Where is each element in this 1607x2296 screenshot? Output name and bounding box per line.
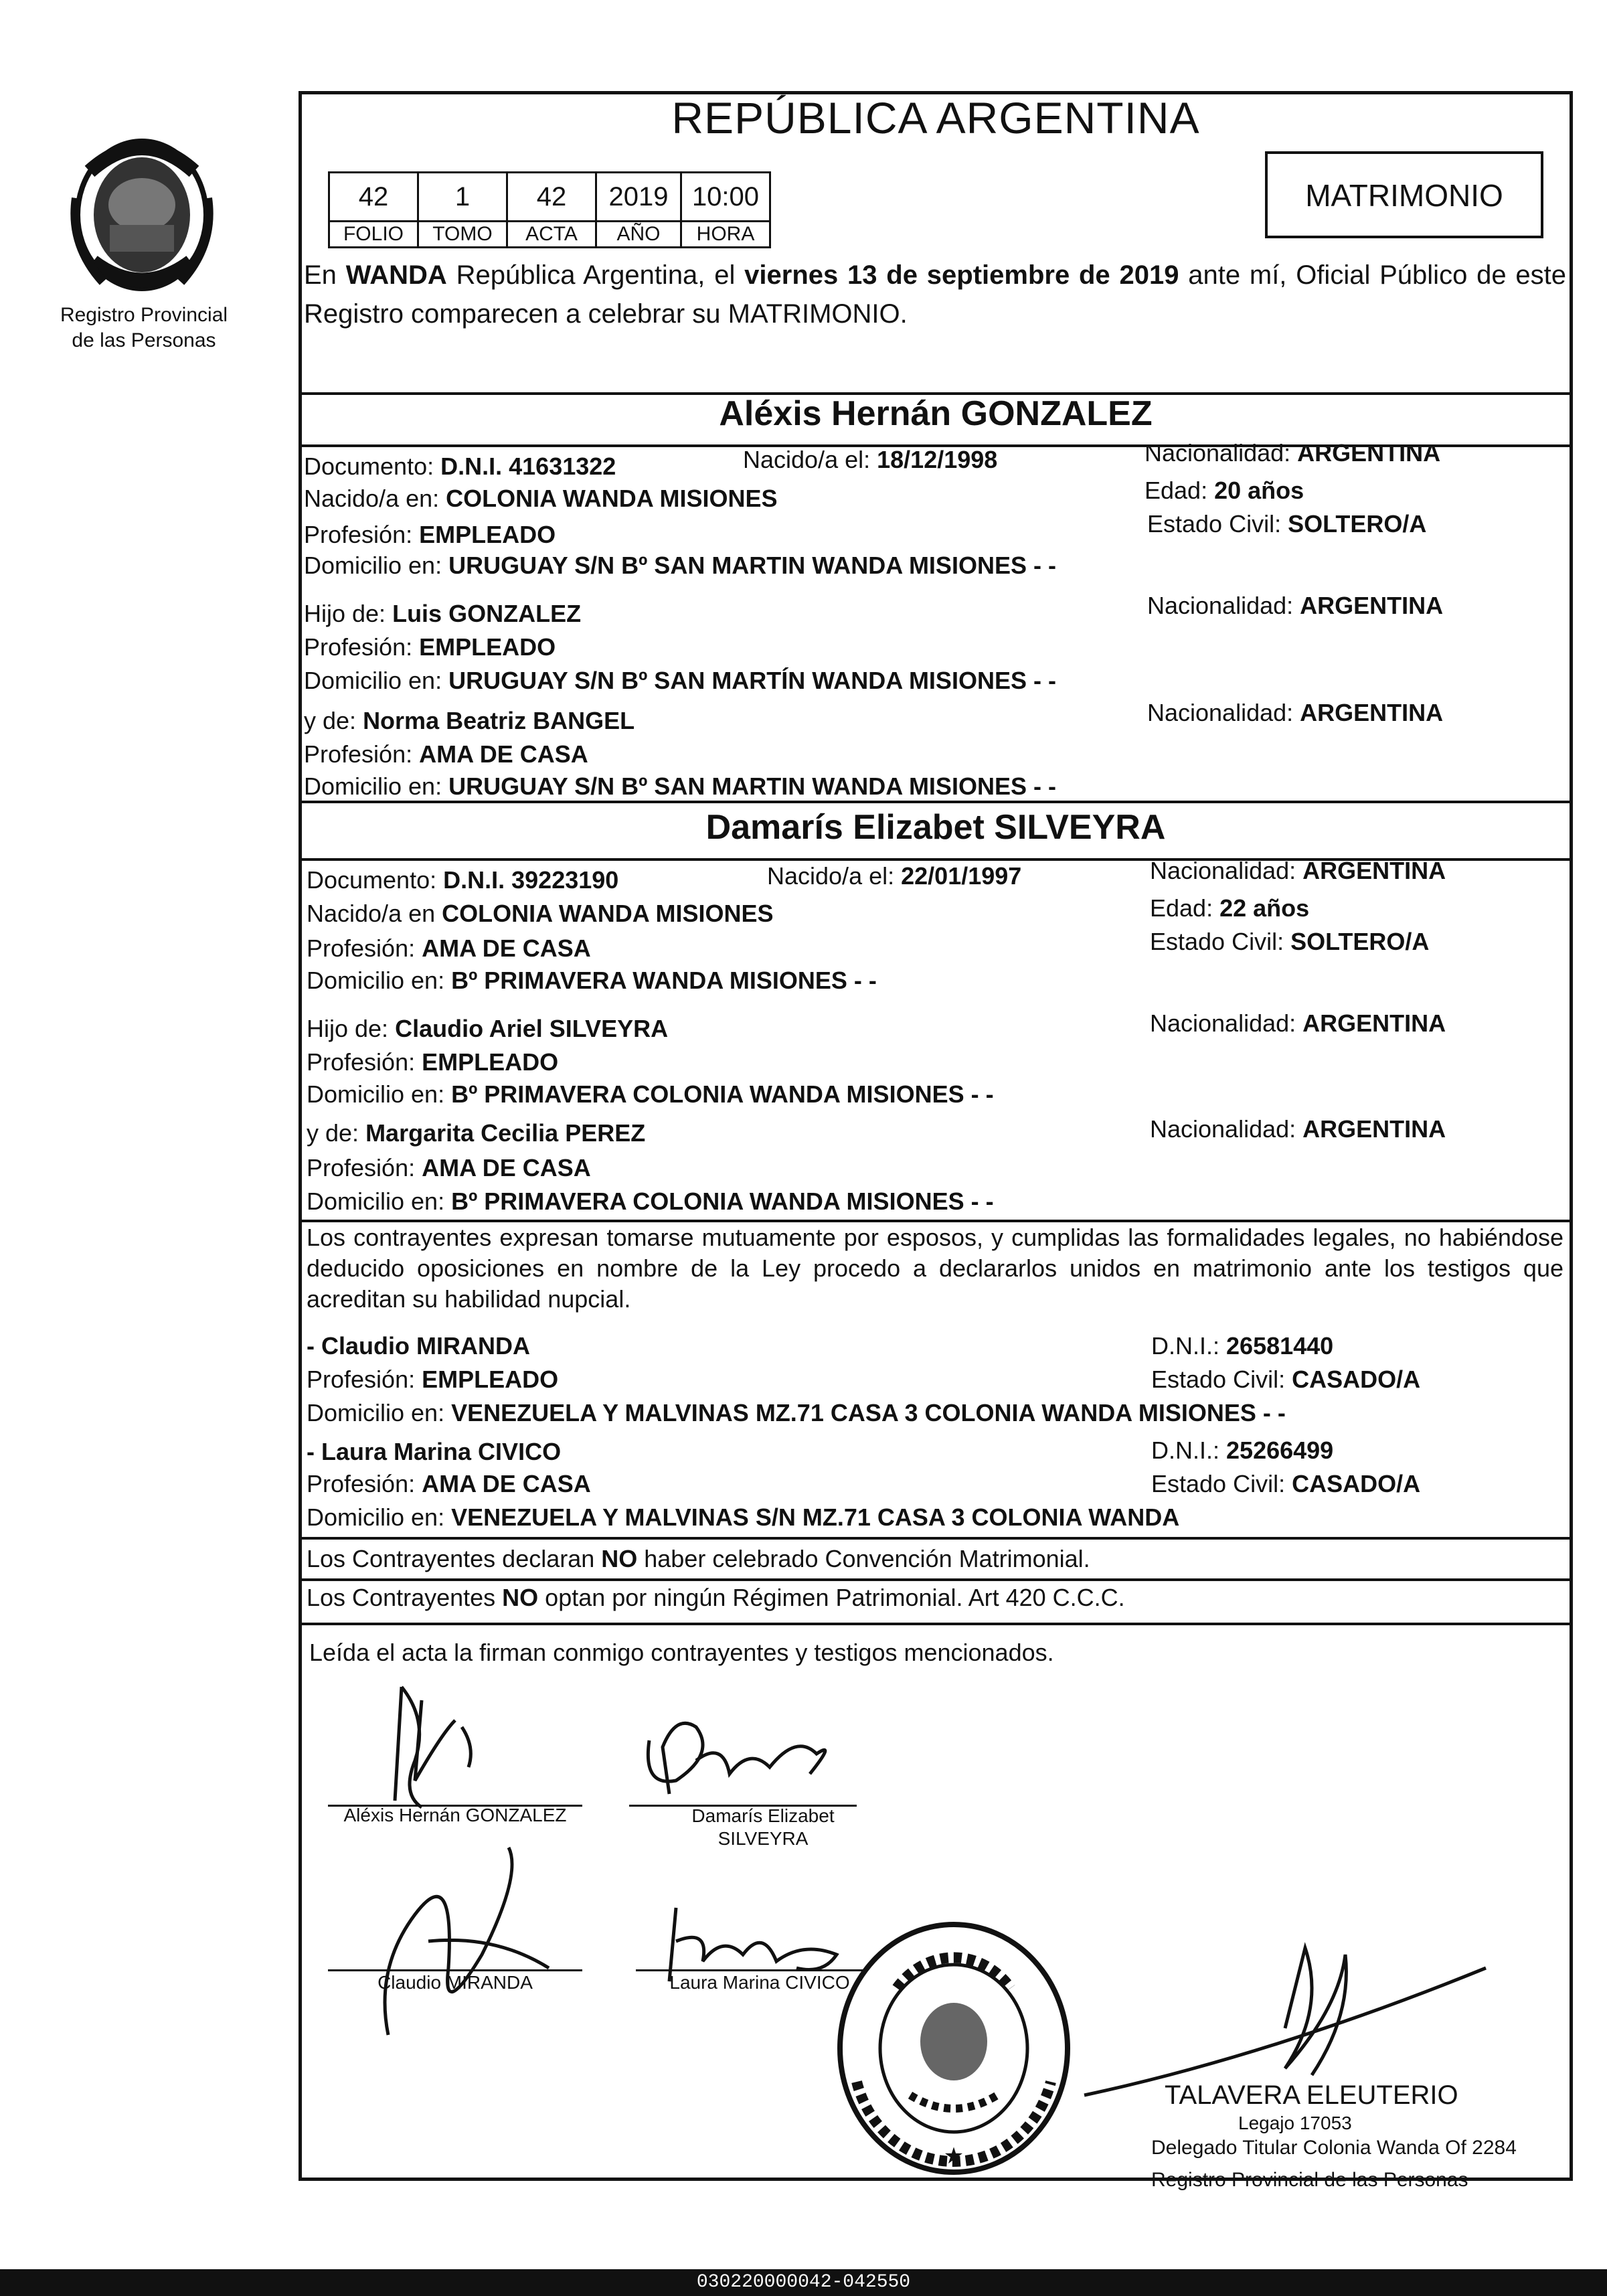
label: Domicilio en:: [307, 1399, 445, 1426]
witness1-civil-status: [1151, 1366, 1420, 1394]
intro-text-1: En: [304, 260, 346, 290]
groom-signature-caption: Aléxis Hernán GONZALEZ: [343, 1805, 567, 1825]
witness2-dni: [1151, 1437, 1333, 1465]
label: Nacionalidad:: [1150, 857, 1296, 884]
label: Estado Civil:: [1147, 510, 1282, 538]
label: Profesión:: [307, 1154, 416, 1181]
value: EMPLEADO: [419, 521, 556, 548]
groom-mother: [304, 707, 635, 735]
groom-age: [1145, 477, 1304, 505]
label: Profesión:: [304, 740, 413, 768]
note-regime: [307, 1584, 1125, 1612]
officer-name: TALAVERA ELEUTERIO: [1165, 2080, 1458, 2110]
label: Profesión:: [304, 633, 413, 661]
emphasis: NO: [601, 1545, 638, 1572]
bride-age: [1150, 894, 1309, 922]
tomo-value: 1: [418, 173, 507, 222]
bride-mother-address: [307, 1187, 994, 1216]
tomo-label: TOMO: [418, 222, 507, 248]
label: Domicilio en:: [307, 1503, 445, 1531]
value: CASADO/A: [1292, 1366, 1421, 1393]
witness2-profession: [307, 1470, 591, 1498]
value: COLONIA WANDA MISIONES: [442, 900, 774, 927]
label: Estado Civil:: [1151, 1366, 1286, 1393]
groom-birthplace: [304, 485, 778, 513]
label: Nacionalidad:: [1145, 439, 1291, 467]
officer-signature: [1071, 1928, 1499, 2102]
label: Nacionalidad:: [1147, 699, 1294, 726]
text: optan por ningún Régimen Patrimonial. Art 420 C.C.C.: [538, 1584, 1125, 1611]
value: 22 años: [1219, 894, 1310, 922]
value: Bº PRIMAVERA WANDA MISIONES - -: [451, 967, 877, 994]
declaration-paragraph: Los contrayentes expresan tomarse mutuamente por esposos, y cumplidas las formalidades legales, no habiéndose deducido oposiciones en nombre de la Ley procedo a declararlos unidos en matrimonio ante los testigos que acreditan su habilidad nupcial.: [307, 1224, 1563, 1313]
registry-caption-line-2: de las Personas: [72, 329, 216, 351]
witness2-civil-status: [1151, 1470, 1420, 1498]
label: Domicilio en:: [304, 772, 442, 800]
section-divider: [299, 1537, 1573, 1540]
label: Domicilio en:: [304, 667, 442, 694]
value: SOLTERO/A: [1288, 510, 1427, 538]
value: 22/01/1997: [901, 862, 1022, 890]
label: y de:: [304, 707, 357, 734]
label: Profesión:: [304, 521, 413, 548]
witness2-name: - Laura Marina CIVICO: [307, 1438, 562, 1465]
label: Domicilio en:: [304, 552, 442, 579]
groom-mother-profession: [304, 740, 588, 768]
text: haber celebrado Convención Matrimonial.: [637, 1545, 1090, 1572]
label: Hijo de:: [304, 600, 386, 627]
registry-caption-line-1: Registro Provincial: [60, 304, 228, 326]
value: 18/12/1998: [877, 446, 998, 473]
witness1-signature-caption: Claudio MIRANDA: [377, 1972, 533, 1993]
hora-value: 10:00: [681, 173, 770, 222]
label: Hijo de:: [307, 1015, 389, 1042]
bride-father: [307, 1015, 668, 1043]
value: Bº PRIMAVERA COLONIA WANDA MISIONES - -: [451, 1080, 994, 1108]
value: Bº PRIMAVERA COLONIA WANDA MISIONES - -: [451, 1187, 994, 1215]
witness2-signature-caption: Laura Marina CIVICO: [669, 1972, 850, 1993]
groom-father: [304, 600, 581, 628]
bride-address: [307, 967, 877, 995]
value: URUGUAY S/N Bº SAN MARTIN WANDA MISIONES - -: [448, 552, 1056, 579]
label: Profesión:: [307, 1366, 416, 1393]
emphasis: NO: [502, 1584, 539, 1611]
document-title: REPÚBLICA ARGENTINA: [671, 93, 1200, 143]
footer-document-code: 030220000042-042550: [0, 2269, 1607, 2296]
text: Los Contrayentes: [307, 1584, 503, 1611]
officer-legajo: Legajo 17053: [1238, 2113, 1352, 2133]
bride-name-heading: Damarís Elizabet SILVEYRA: [705, 808, 1166, 847]
groom-document: [304, 453, 616, 481]
bride-mother: [307, 1119, 645, 1147]
value: URUGUAY S/N Bº SAN MARTIN WANDA MISIONES - -: [448, 772, 1056, 800]
groom-mother-address: [304, 772, 1056, 801]
label: Nacido/a en: [307, 900, 436, 927]
label: Estado Civil:: [1150, 928, 1284, 955]
label: Nacionalidad:: [1147, 592, 1294, 619]
text: Los Contrayentes declaran: [307, 1545, 602, 1572]
label: Profesión:: [307, 934, 416, 962]
matrimonio-box: MATRIMONIO: [1265, 151, 1543, 238]
witness2-signature-line: [636, 1969, 863, 1971]
label: Documento:: [304, 453, 434, 480]
value: CASADO/A: [1292, 1470, 1421, 1497]
witness1-signature-line: [328, 1969, 582, 1971]
intro-paragraph: [304, 256, 1566, 333]
witness1-profession: [307, 1366, 558, 1394]
bride-civil-status: [1150, 928, 1429, 956]
bride-mother-nationality: [1150, 1115, 1446, 1143]
note-convention: [307, 1545, 1090, 1573]
intro-date: viernes 13 de septiembre de 2019: [744, 260, 1179, 290]
value: ARGENTINA: [1302, 857, 1446, 884]
groom-profession: [304, 521, 556, 549]
value: SOLTERO/A: [1290, 928, 1430, 955]
value: AMA DE CASA: [419, 740, 588, 768]
label: Profesión:: [307, 1470, 416, 1497]
label: Edad:: [1150, 894, 1213, 922]
bride-mother-profession: [307, 1154, 591, 1182]
label: Nacido/a el:: [767, 862, 895, 890]
misiones-seal-icon: [63, 131, 221, 299]
value: ARGENTINA: [1300, 699, 1444, 726]
label: Domicilio en:: [307, 967, 445, 994]
label: Domicilio en:: [307, 1187, 445, 1215]
value: AMA DE CASA: [422, 1470, 591, 1497]
value: ARGENTINA: [1302, 1115, 1446, 1143]
witness1-signature: [348, 1834, 562, 2048]
value: 26581440: [1226, 1332, 1334, 1360]
closing-text: Leída el acta la firman conmigo contrayentes y testigos mencionados.: [309, 1639, 1054, 1666]
groom-address: [304, 552, 1056, 580]
section-divider: [299, 801, 1573, 803]
value: VENEZUELA Y MALVINAS S/N MZ.71 CASA 3 COLONIA WANDA: [451, 1503, 1180, 1531]
value: EMPLEADO: [422, 1048, 559, 1076]
bride-caption-line-1: Damarís Elizabet: [691, 1805, 835, 1826]
intro-text-3: ante mí, Oficial Público de este Registro comparecen a celebrar su MATRIMONIO.: [304, 260, 1566, 329]
bride-father-address: [307, 1080, 994, 1109]
value: 20 años: [1214, 477, 1304, 504]
svg-text:★: ★: [943, 2143, 964, 2169]
bride-document: [307, 866, 618, 894]
value: Luis GONZALEZ: [392, 600, 582, 627]
label: D.N.I.:: [1151, 1332, 1220, 1360]
witness1-address: [307, 1399, 1286, 1427]
record-number-table: [328, 171, 771, 248]
value: ARGENTINA: [1297, 439, 1441, 467]
groom-father-profession: [304, 633, 556, 661]
witness1-dni: [1151, 1332, 1333, 1360]
groom-birthdate: [743, 446, 997, 474]
registry-caption: [40, 303, 248, 353]
groom-signature: [375, 1680, 509, 1814]
value: Claudio Ariel SILVEYRA: [395, 1015, 669, 1042]
label: Profesión:: [307, 1048, 416, 1076]
section-divider: [299, 1623, 1573, 1625]
value: EMPLEADO: [419, 633, 556, 661]
bride-birthplace: [307, 900, 774, 928]
registry-stamp-icon: [830, 1914, 1078, 2182]
label: D.N.I.:: [1151, 1437, 1220, 1464]
value: URUGUAY S/N Bº SAN MARTÍN WANDA MISIONES - -: [448, 667, 1056, 694]
label: Estado Civil:: [1151, 1470, 1286, 1497]
folio-label: FOLIO: [329, 222, 418, 248]
bride-profession: [307, 934, 591, 963]
groom-civil-status: [1147, 510, 1426, 538]
ano-label: AÑO: [596, 222, 681, 248]
groom-mother-nationality: [1147, 699, 1443, 727]
witness1-name: - Claudio MIRANDA: [307, 1332, 530, 1360]
value: EMPLEADO: [422, 1366, 559, 1393]
value: D.N.I. 41631322: [440, 453, 616, 480]
province-logo: [63, 131, 221, 302]
label: Edad:: [1145, 477, 1208, 504]
groom-father-address: [304, 667, 1056, 695]
label: Nacionalidad:: [1150, 1009, 1296, 1037]
folio-value: 42: [329, 173, 418, 222]
groom-name-heading: Aléxis Hernán GONZALEZ: [719, 394, 1153, 433]
ano-value: 2019: [596, 173, 681, 222]
bride-birthdate: [767, 862, 1021, 890]
section-divider: [299, 1578, 1573, 1581]
value: VENEZUELA Y MALVINAS MZ.71 CASA 3 COLONIA WANDA MISIONES - -: [451, 1399, 1286, 1426]
value: COLONIA WANDA MISIONES: [446, 485, 778, 512]
bride-father-profession: [307, 1048, 558, 1076]
groom-nationality: [1145, 439, 1440, 467]
value: Norma Beatriz BANGEL: [363, 707, 635, 734]
groom-father-nationality: [1147, 592, 1443, 620]
witness2-address: [307, 1503, 1179, 1532]
hora-label: HORA: [681, 222, 770, 248]
bride-signature: [636, 1714, 850, 1807]
bride-father-nationality: [1150, 1009, 1446, 1038]
officer-registry: Registro Provincial de las Personas: [1151, 2169, 1468, 2191]
value: ARGENTINA: [1300, 592, 1444, 619]
label: y de:: [307, 1119, 359, 1147]
label: Nacionalidad:: [1150, 1115, 1296, 1143]
acta-label: ACTA: [507, 222, 596, 248]
value: AMA DE CASA: [422, 934, 591, 962]
bride-signature-caption: [656, 1805, 870, 1850]
value: ARGENTINA: [1302, 1009, 1446, 1037]
intro-city: WANDA: [345, 260, 447, 290]
bride-caption-line-2: SILVEYRA: [717, 1828, 809, 1849]
value: D.N.I. 39223190: [443, 866, 619, 894]
label: Documento:: [307, 866, 437, 894]
bride-nationality: [1150, 857, 1446, 885]
label: Nacido/a en:: [304, 485, 440, 512]
label: Domicilio en:: [307, 1080, 445, 1108]
intro-text-2: República Argentina, el: [446, 260, 745, 290]
value: 25266499: [1226, 1437, 1334, 1464]
acta-value: 42: [507, 173, 596, 222]
value: AMA DE CASA: [422, 1154, 591, 1181]
label: Nacido/a el:: [743, 446, 871, 473]
value: Margarita Cecilia PEREZ: [365, 1119, 646, 1147]
officer-title: Delegado Titular Colonia Wanda Of 2284: [1151, 2137, 1517, 2159]
